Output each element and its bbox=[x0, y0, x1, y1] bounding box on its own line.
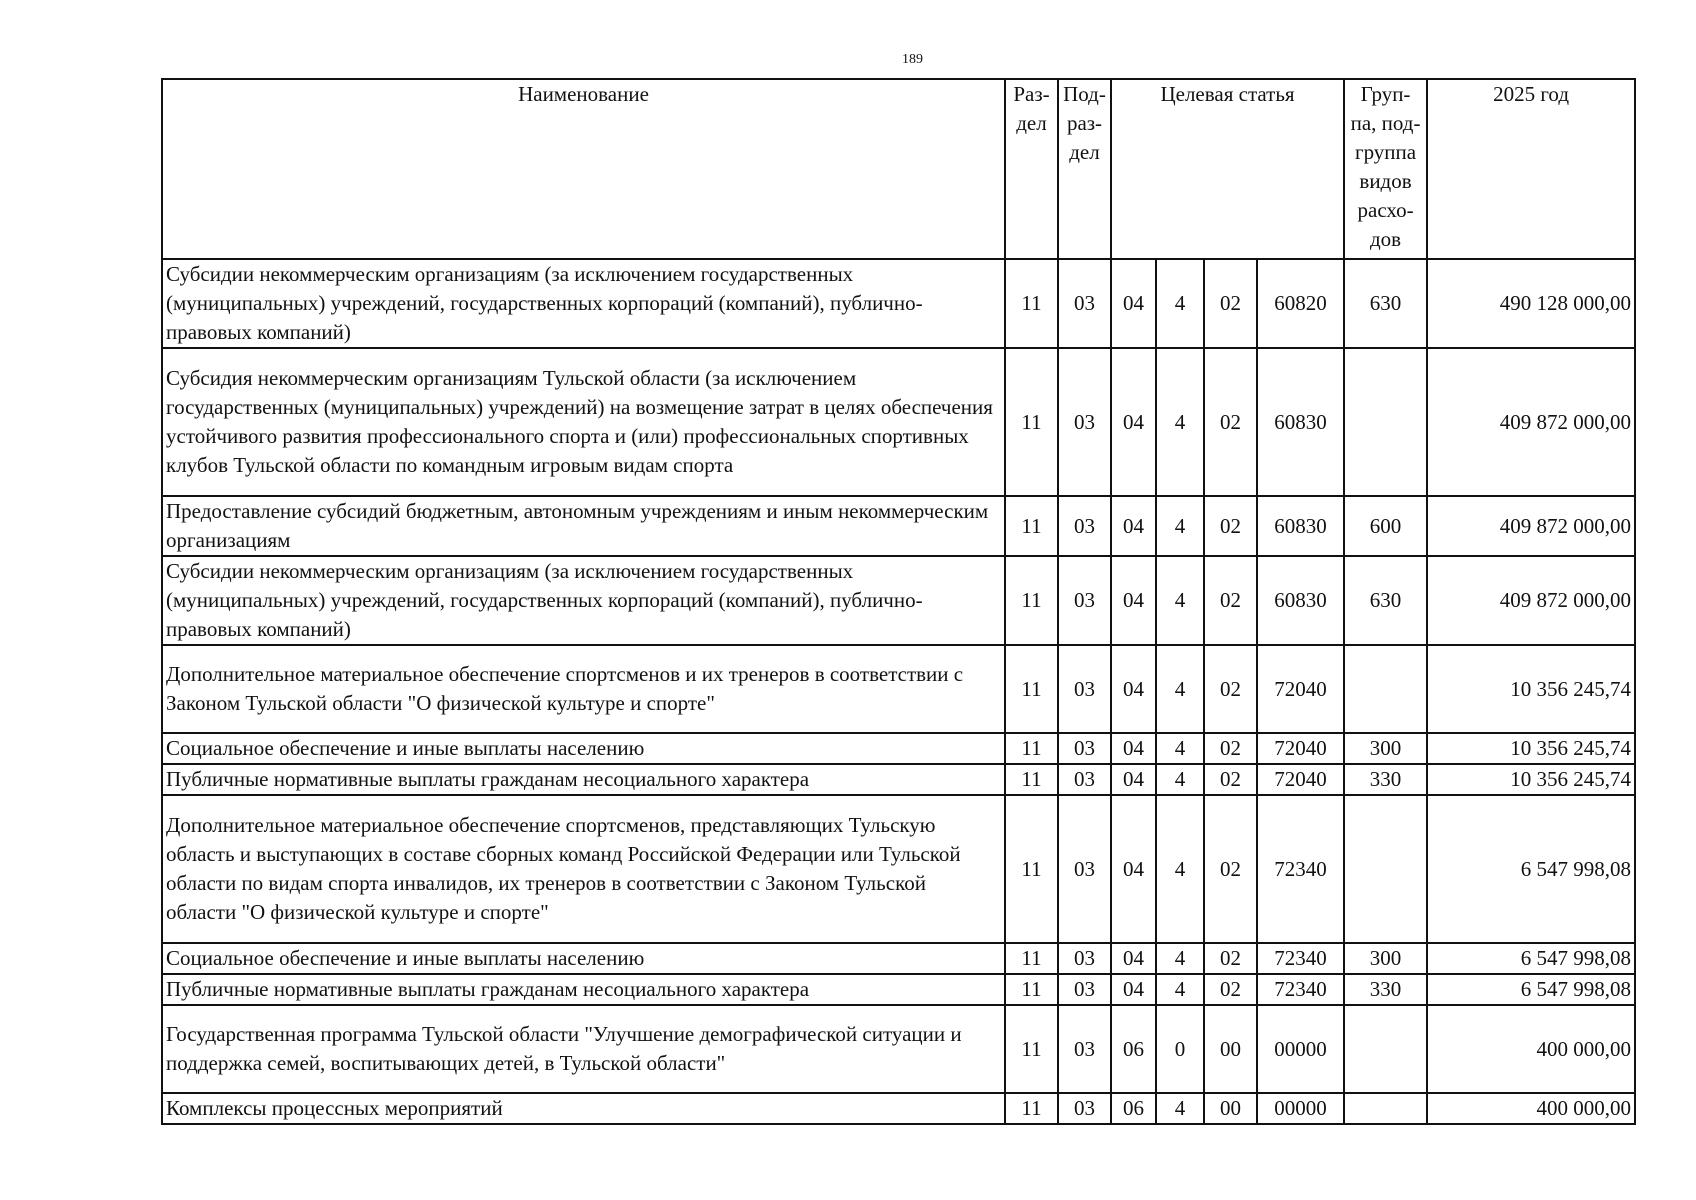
row-target-program: 04 bbox=[1111, 764, 1156, 795]
row-amount: 6 547 998,08 bbox=[1427, 974, 1635, 1005]
row-target-direction: 72340 bbox=[1257, 974, 1344, 1005]
row-name: Публичные нормативные выплаты гражданам несоциального характера bbox=[162, 764, 1005, 795]
row-amount: 409 872 000,00 bbox=[1427, 348, 1635, 496]
row-expense-group: 600 bbox=[1344, 496, 1427, 556]
page-number: 189 bbox=[902, 52, 923, 67]
row-expense-group bbox=[1344, 1005, 1427, 1093]
row-target-subprogram: 02 bbox=[1204, 556, 1257, 645]
table-row bbox=[162, 974, 1635, 1005]
row-amount: 10 356 245,74 bbox=[1427, 764, 1635, 795]
row-target-direction: 00000 bbox=[1257, 1005, 1344, 1093]
row-target-program: 04 bbox=[1111, 259, 1156, 348]
header-target-article: Целевая статья bbox=[1111, 79, 1344, 259]
row-subsection: 03 bbox=[1058, 795, 1111, 943]
header-name: Наименование bbox=[162, 79, 1005, 259]
row-target-type: 4 bbox=[1156, 259, 1204, 348]
row-expense-group bbox=[1344, 795, 1427, 943]
row-target-direction: 72340 bbox=[1257, 943, 1344, 974]
row-section: 11 bbox=[1005, 764, 1058, 795]
row-subsection: 03 bbox=[1058, 259, 1111, 348]
row-amount: 6 547 998,08 bbox=[1427, 943, 1635, 974]
row-target-subprogram: 02 bbox=[1204, 348, 1257, 496]
row-subsection: 03 bbox=[1058, 764, 1111, 795]
row-target-program: 04 bbox=[1111, 795, 1156, 943]
table-row bbox=[162, 1093, 1635, 1124]
row-target-type: 4 bbox=[1156, 764, 1204, 795]
row-subsection: 03 bbox=[1058, 974, 1111, 1005]
row-expense-group bbox=[1344, 1093, 1427, 1124]
row-section: 11 bbox=[1005, 1005, 1058, 1093]
table-row bbox=[162, 259, 1635, 348]
row-target-subprogram: 02 bbox=[1204, 974, 1257, 1005]
row-name: Субсидия некоммерческим организациям Тульской области (за исключением государственных (муниципальных) учреждений) на возмещение затрат в целях обеспечения устойчивого развития профессионального спорта и (или) профессиональных спортивных клубов Тульской области по командным игровым видам спорта bbox=[162, 348, 1005, 496]
row-target-direction: 60820 bbox=[1257, 259, 1344, 348]
row-target-program: 06 bbox=[1111, 1005, 1156, 1093]
row-section: 11 bbox=[1005, 795, 1058, 943]
row-amount: 409 872 000,00 bbox=[1427, 496, 1635, 556]
row-target-subprogram: 02 bbox=[1204, 496, 1257, 556]
row-expense-group bbox=[1344, 348, 1427, 496]
row-target-direction: 72040 bbox=[1257, 645, 1344, 733]
row-section: 11 bbox=[1005, 556, 1058, 645]
row-target-type: 4 bbox=[1156, 1093, 1204, 1124]
row-section: 11 bbox=[1005, 943, 1058, 974]
row-target-type: 4 bbox=[1156, 556, 1204, 645]
row-name: Социальное обеспечение и иные выплаты населению bbox=[162, 943, 1005, 974]
row-target-type: 4 bbox=[1156, 974, 1204, 1005]
row-amount: 400 000,00 bbox=[1427, 1005, 1635, 1093]
row-target-subprogram: 02 bbox=[1204, 795, 1257, 943]
row-target-subprogram: 00 bbox=[1204, 1005, 1257, 1093]
row-target-program: 04 bbox=[1111, 348, 1156, 496]
row-target-direction: 00000 bbox=[1257, 1093, 1344, 1124]
row-section: 11 bbox=[1005, 645, 1058, 733]
row-amount: 10 356 245,74 bbox=[1427, 645, 1635, 733]
row-subsection: 03 bbox=[1058, 496, 1111, 556]
table-row bbox=[162, 795, 1635, 943]
row-target-type: 0 bbox=[1156, 1005, 1204, 1093]
row-expense-group: 300 bbox=[1344, 943, 1427, 974]
row-subsection: 03 bbox=[1058, 348, 1111, 496]
row-amount: 490 128 000,00 bbox=[1427, 259, 1635, 348]
row-target-direction: 72340 bbox=[1257, 795, 1344, 943]
row-target-direction: 60830 bbox=[1257, 348, 1344, 496]
row-target-subprogram: 02 bbox=[1204, 645, 1257, 733]
header-expense-group: Груп-па, под-группа видов расхо-дов bbox=[1344, 79, 1427, 259]
row-expense-group: 330 bbox=[1344, 974, 1427, 1005]
row-target-direction: 72040 bbox=[1257, 764, 1344, 795]
table-row bbox=[162, 764, 1635, 795]
row-section: 11 bbox=[1005, 496, 1058, 556]
table-row bbox=[162, 645, 1635, 733]
row-amount: 10 356 245,74 bbox=[1427, 733, 1635, 764]
header-section: Раз-дел bbox=[1005, 79, 1058, 259]
row-target-program: 04 bbox=[1111, 556, 1156, 645]
row-target-program: 04 bbox=[1111, 645, 1156, 733]
row-name: Публичные нормативные выплаты гражданам несоциального характера bbox=[162, 974, 1005, 1005]
row-subsection: 03 bbox=[1058, 943, 1111, 974]
row-amount: 409 872 000,00 bbox=[1427, 556, 1635, 645]
row-section: 11 bbox=[1005, 348, 1058, 496]
row-expense-group: 630 bbox=[1344, 556, 1427, 645]
row-section: 11 bbox=[1005, 733, 1058, 764]
row-target-subprogram: 02 bbox=[1204, 764, 1257, 795]
row-section: 11 bbox=[1005, 259, 1058, 348]
row-target-type: 4 bbox=[1156, 645, 1204, 733]
row-target-program: 04 bbox=[1111, 733, 1156, 764]
row-target-direction: 60830 bbox=[1257, 556, 1344, 645]
header-subsection: Под-раз-дел bbox=[1058, 79, 1111, 259]
row-name: Комплексы процессных мероприятий bbox=[162, 1093, 1005, 1124]
row-target-type: 4 bbox=[1156, 943, 1204, 974]
row-target-direction: 72040 bbox=[1257, 733, 1344, 764]
row-target-subprogram: 02 bbox=[1204, 733, 1257, 764]
table-row bbox=[162, 733, 1635, 764]
row-target-program: 04 bbox=[1111, 496, 1156, 556]
row-target-type: 4 bbox=[1156, 348, 1204, 496]
row-target-program: 04 bbox=[1111, 974, 1156, 1005]
row-name: Социальное обеспечение и иные выплаты населению bbox=[162, 733, 1005, 764]
row-name: Субсидии некоммерческим организациям (за исключением государственных (муниципальных) учреждений, государственных корпораций (компаний), публично-правовых компаний) bbox=[162, 556, 1005, 645]
table-row bbox=[162, 348, 1635, 496]
row-subsection: 03 bbox=[1058, 645, 1111, 733]
table-row bbox=[162, 556, 1635, 645]
row-target-program: 04 bbox=[1111, 943, 1156, 974]
row-target-subprogram: 00 bbox=[1204, 1093, 1257, 1124]
row-expense-group: 630 bbox=[1344, 259, 1427, 348]
row-section: 11 bbox=[1005, 1093, 1058, 1124]
row-expense-group bbox=[1344, 645, 1427, 733]
row-subsection: 03 bbox=[1058, 1005, 1111, 1093]
table-row bbox=[162, 1005, 1635, 1093]
row-subsection: 03 bbox=[1058, 733, 1111, 764]
row-target-type: 4 bbox=[1156, 496, 1204, 556]
row-amount: 400 000,00 bbox=[1427, 1093, 1635, 1124]
row-amount: 6 547 998,08 bbox=[1427, 795, 1635, 943]
row-target-direction: 60830 bbox=[1257, 496, 1344, 556]
budget-table bbox=[161, 78, 1636, 1125]
row-target-type: 4 bbox=[1156, 733, 1204, 764]
table-row bbox=[162, 496, 1635, 556]
row-target-subprogram: 02 bbox=[1204, 259, 1257, 348]
row-target-type: 4 bbox=[1156, 795, 1204, 943]
row-name: Дополнительное материальное обеспечение спортсменов, представляющих Тульскую область и выступающих в составе сборных команд Российской Федерации или Тульской области по видам спорта инвалидов, их тренеров в соответствии с Законом Тульской области "О физической культуре и спорте" bbox=[162, 795, 1005, 943]
row-subsection: 03 bbox=[1058, 556, 1111, 645]
row-subsection: 03 bbox=[1058, 1093, 1111, 1124]
row-name: Дополнительное материальное обеспечение спортсменов и их тренеров в соответствии с Законом Тульской области "О физической культуре и спорте" bbox=[162, 645, 1005, 733]
row-target-subprogram: 02 bbox=[1204, 943, 1257, 974]
row-name: Субсидии некоммерческим организациям (за исключением государственных (муниципальных) учреждений, государственных корпораций (компаний), публично-правовых компаний) bbox=[162, 259, 1005, 348]
table-row bbox=[162, 943, 1635, 974]
row-name: Государственная программа Тульской области "Улучшение демографической ситуации и поддержка семей, воспитывающих детей, в Тульской области" bbox=[162, 1005, 1005, 1093]
row-name: Предоставление субсидий бюджетным, автономным учреждениям и иным некоммерческим организациям bbox=[162, 496, 1005, 556]
header-row bbox=[162, 79, 1635, 259]
row-expense-group: 300 bbox=[1344, 733, 1427, 764]
row-expense-group: 330 bbox=[1344, 764, 1427, 795]
row-target-program: 06 bbox=[1111, 1093, 1156, 1124]
row-section: 11 bbox=[1005, 974, 1058, 1005]
header-year: 2025 год bbox=[1427, 79, 1635, 259]
